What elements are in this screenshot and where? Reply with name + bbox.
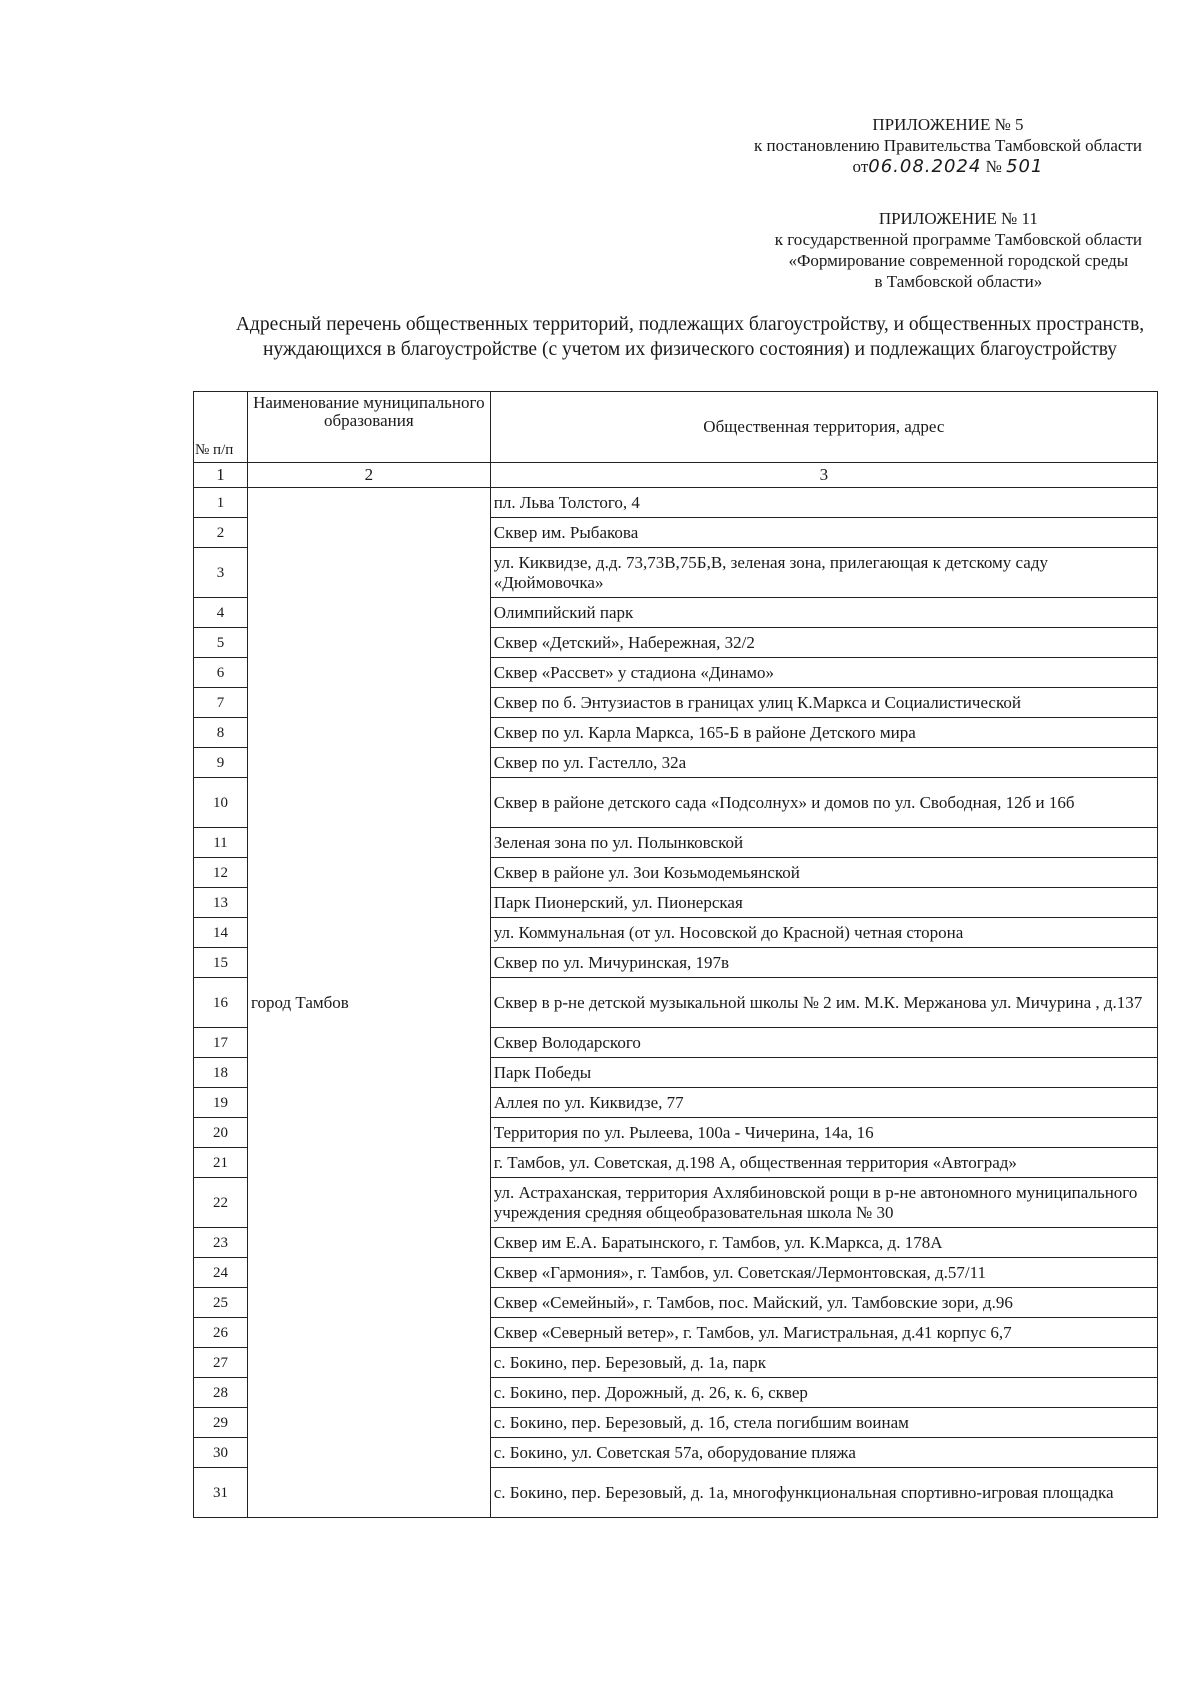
territory-address: с. Бокино, пер. Березовый, д. 1б, стела погибшим воинам [490,1408,1157,1438]
territory-address: Сквер Володарского [490,1028,1157,1058]
row-number: 2 [194,518,248,548]
row-number: 20 [194,1118,248,1148]
row-number: 16 [194,978,248,1028]
territory-address: с. Бокино, ул. Советская 57а, оборудование пляжа [490,1438,1157,1468]
index-col-2: 2 [247,463,490,488]
row-number: 9 [194,748,248,778]
row-number: 8 [194,718,248,748]
header-num: № п/п [194,392,248,463]
territory-address: Сквер по б. Энтузиастов в границах улиц К.Маркса и Социалистической [490,688,1157,718]
appendix-5-title: ПРИЛОЖЕНИЕ № 5 [872,115,1024,134]
territory-address: Сквер «Рассвет» у стадиона «Динамо» [490,658,1157,688]
date-prefix: от [852,157,869,176]
handwritten-number: 501 [1006,156,1044,177]
handwritten-date: 06.08.2024 [868,156,982,177]
appendix-11-header [775,208,1142,292]
table-body [194,488,1158,1518]
territory-address: Зеленая зона по ул. Полынковской [490,828,1157,858]
row-number: 19 [194,1088,248,1118]
appendix-5-line1: к постановлению Правительства Тамбовской области [753,136,1142,155]
row-number: 28 [194,1378,248,1408]
row-number: 29 [194,1408,248,1438]
row-number: 15 [194,948,248,978]
row-number: 14 [194,918,248,948]
territory-address: Территория по ул. Рылеева, 100а - Чичерина, 14а, 16 [490,1118,1157,1148]
table-index-row [194,463,1158,488]
territory-address: Сквер «Гармония», г. Тамбов, ул. Советская/Лермонтовская, д.57/11 [490,1258,1157,1288]
appendix-11-line1: к государственной программе Тамбовской области [774,230,1142,249]
territory-address: г. Тамбов, ул. Советская, д.198 А, общественная территория «Автоград» [490,1148,1157,1178]
territory-address: Сквер «Семейный», г. Тамбов, пос. Майский, ул. Тамбовские зори, д.96 [490,1288,1157,1318]
territory-address: Сквер по ул. Карла Маркса, 165-Б в районе Детского мира [490,718,1157,748]
row-number: 27 [194,1348,248,1378]
territory-address: ул. Астраханская, территория Ахлябиновской рощи в р-не автономного муниципального учреждения средняя общеобразовательная школа № 30 [490,1178,1157,1228]
index-col-1: 1 [194,463,248,488]
territory-address: с. Бокино, пер. Березовый, д. 1а, многофункциональная спортивно-игровая площадка [490,1468,1157,1518]
appendix-11-title: ПРИЛОЖЕНИЕ № 11 [878,209,1038,228]
table-header-row [194,392,1158,463]
territory-address: Сквер по ул. Гастелло, 32а [490,748,1157,778]
row-number: 6 [194,658,248,688]
row-number: 5 [194,628,248,658]
row-number: 10 [194,778,248,828]
appendix-5-date-line [754,156,1142,177]
row-number: 23 [194,1228,248,1258]
municipality-cell: город Тамбов [247,488,490,1518]
territory-address: Сквер «Детский», Набережная, 32/2 [490,628,1157,658]
row-number: 13 [194,888,248,918]
territory-address: с. Бокино, пер. Дорожный, д. 26, к. 6, сквер [490,1378,1157,1408]
row-number: 17 [194,1028,248,1058]
territory-address: Сквер им Е.А. Баратынского, г. Тамбов, ул. К.Маркса, д. 178А [490,1228,1157,1258]
header-municipality: Наименование муниципального образования [247,392,490,463]
number-prefix: № [985,157,1002,176]
row-number: 26 [194,1318,248,1348]
row-number: 7 [194,688,248,718]
territory-address: ул. Коммунальная (от ул. Носовской до Красной) четная сторона [490,918,1157,948]
row-number: 21 [194,1148,248,1178]
row-number: 12 [194,858,248,888]
territory-address: Аллея по ул. Киквидзе, 77 [490,1088,1157,1118]
territory-address: Парк Победы [490,1058,1157,1088]
row-number: 18 [194,1058,248,1088]
appendix-11-line2: «Формирование современной городской среды [788,251,1129,270]
territory-address: пл. Льва Толстого, 4 [490,488,1157,518]
row-number: 24 [194,1258,248,1288]
appendix-11-line3: в Тамбовской области» [874,272,1043,291]
header-territory: Общественная территория, адрес [490,392,1157,463]
territory-address: Сквер в районе детского сада «Подсолнух» и домов по ул. Свободная, 12б и 16б [490,778,1157,828]
territory-address: ул. Киквидзе, д.д. 73,73В,75Б,В, зеленая зона, прилегающая к детскому саду «Дюймовочка» [490,548,1157,598]
territory-address: с. Бокино, пер. Березовый, д. 1а, парк [490,1348,1157,1378]
territory-address: Сквер «Северный ветер», г. Тамбов, ул. Магистральная, д.41 корпус 6,7 [490,1318,1157,1348]
territory-address: Сквер в р-не детской музыкальной школы № 2 им. М.К. Мержанова ул. Мичурина , д.137 [490,978,1157,1028]
row-number: 30 [194,1438,248,1468]
row-number: 31 [194,1468,248,1518]
row-number: 22 [194,1178,248,1228]
row-number: 3 [194,548,248,598]
index-col-3: 3 [490,463,1157,488]
territory-address: Сквер им. Рыбакова [490,518,1157,548]
appendix-5-header [754,114,1142,177]
territory-address: Сквер в районе ул. Зои Козьмодемьянской [490,858,1157,888]
row-number: 1 [194,488,248,518]
territory-address: Сквер по ул. Мичуринская, 197в [490,948,1157,978]
row-number: 11 [194,828,248,858]
document-title: Адресный перечень общественных территорий, подлежащих благоустройству, и общественных пространств, нуждающихся в благоустройстве (с учетом их физического состояния) и подлежащих благоустройству [235,314,1145,360]
row-number: 4 [194,598,248,628]
territory-address: Олимпийский парк [490,598,1157,628]
territory-address: Парк Пионерский, ул. Пионерская [490,888,1157,918]
table-row [194,488,1158,518]
address-table [193,391,1158,1518]
row-number: 25 [194,1288,248,1318]
